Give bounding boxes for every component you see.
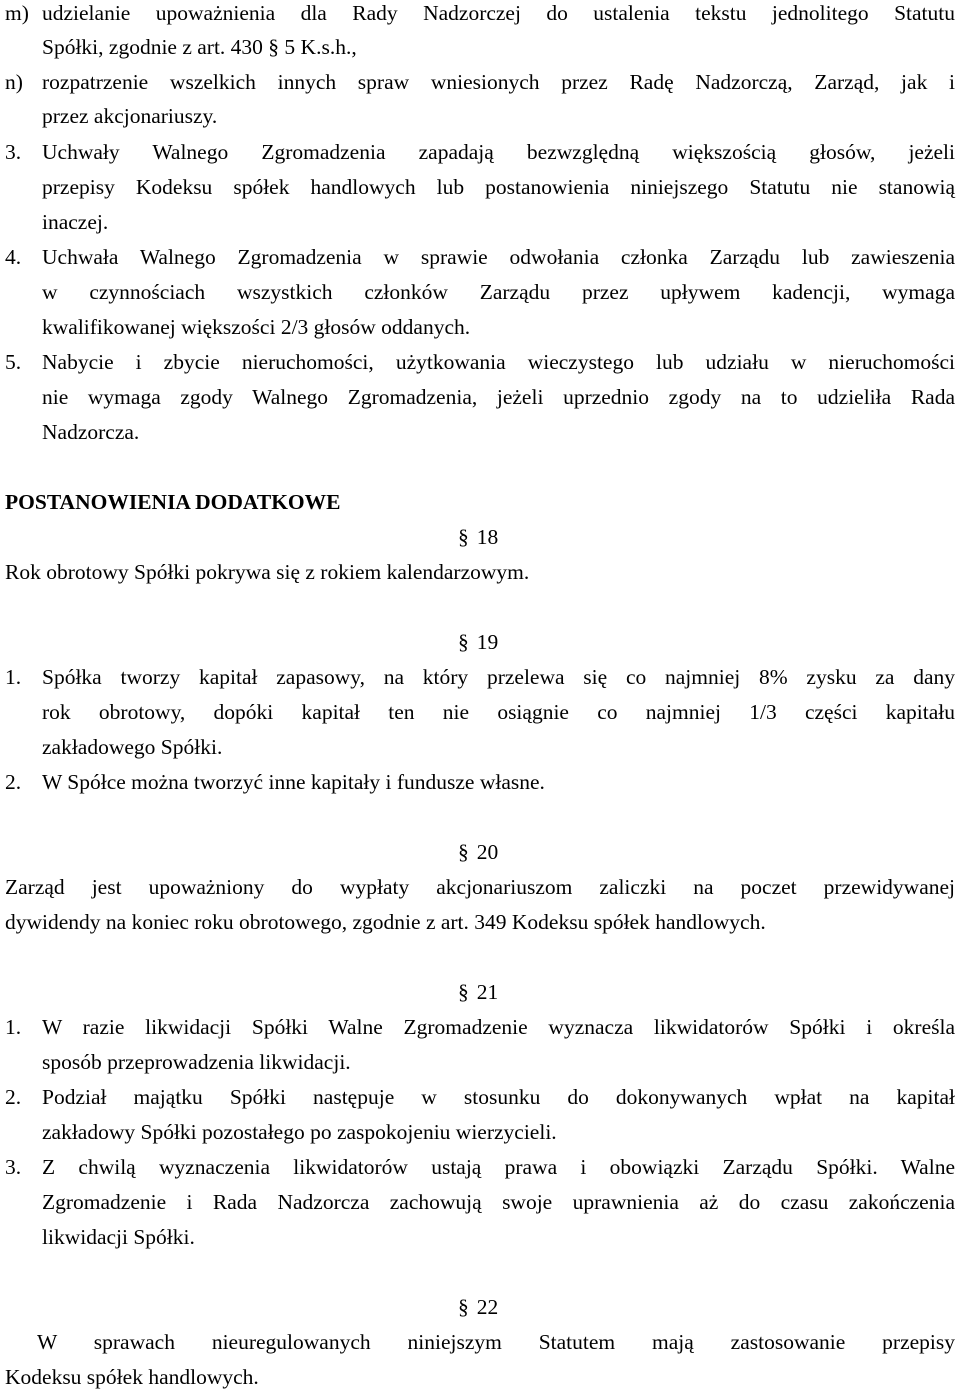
section-heading: POSTANOWIENIA DODATKOWE (5, 490, 341, 514)
paragraph-text-line: Kodeksu spółek handlowych. (5, 1365, 259, 1389)
item-text-line: W Spółce można tworzyć inne kapitały i fundusze własne. (42, 770, 545, 794)
paragraph-number (458, 629, 498, 655)
item-text-line: Uchwały Walnego Zgromadzenia zapadają bezwzględną większością głosów, jeżeli (42, 140, 955, 164)
item-text-line: Spółka tworzy kapitał zapasowy, na który przelewa się co najmniej 8% zysku za dany (42, 665, 955, 689)
item-marker: 2. (5, 770, 22, 794)
item-text-line: nie wymaga zgody Walnego Zgromadzenia, jeżeli uprzednio zgody na to udzieliła Rada (42, 385, 955, 409)
section-sign: § (458, 525, 469, 549)
paragraph-number-value: 22 (476, 1295, 499, 1319)
item-text-line: rok obrotowy, dopóki kapitał ten nie osiągnie co najmniej 1/3 części kapitału (42, 700, 955, 724)
item-marker: 3. (5, 1155, 22, 1179)
paragraph-number (458, 524, 498, 550)
section-sign: § (458, 980, 469, 1004)
section-sign: § (458, 630, 469, 654)
item-text-line: likwidacji Spółki. (42, 1225, 195, 1249)
item-marker: 4. (5, 245, 22, 269)
paragraph-text-line: dywidendy na koniec roku obrotowego, zgodnie z art. 349 Kodeksu spółek handlowych. (5, 910, 766, 934)
item-marker: 2. (5, 1085, 22, 1109)
item-text-line: sposób przeprowadzenia likwidacji. (42, 1050, 351, 1074)
paragraph-number (458, 1294, 498, 1320)
section-sign: § (458, 1295, 469, 1319)
item-marker: 3. (5, 140, 22, 164)
section-sign: § (458, 840, 469, 864)
item-text-line: rozpatrzenie wszelkich innych spraw wniesionych przez Radę Nadzorczą, Zarząd, jak i (42, 70, 955, 94)
item-text-line: Nabycie i zbycie nieruchomości, użytkowania wieczystego lub udziału w nieruchomości (42, 350, 955, 374)
item-text-line: inaczej. (42, 210, 109, 234)
paragraph-number-value: 19 (476, 630, 499, 654)
paragraph-number (458, 979, 498, 1005)
paragraph-number-value: 20 (476, 840, 499, 864)
item-text-line: Nadzorcza. (42, 420, 140, 444)
paragraph-text-line: Zarząd jest upoważniony do wypłaty akcjonariuszom zaliczki na poczet przewidywanej (5, 875, 955, 899)
item-marker: 1. (5, 665, 22, 689)
paragraph-text-line: W sprawach nieuregulowanych niniejszym Statutem mają zastosowanie przepisy (37, 1330, 955, 1354)
item-text-line: Zgromadzenie i Rada Nadzorcza zachowują swoje uprawnienia aż do czasu zakończenia (42, 1190, 955, 1214)
item-text-line: przepisy Kodeksu spółek handlowych lub postanowienia niniejszego Statutu nie stanowią (42, 175, 955, 199)
item-text-line: Podział majątku Spółki następuje w stosunku do dokonywanych wpłat na kapitał (42, 1085, 955, 1109)
item-text-line: zakładowy Spółki pozostałego po zaspokojeniu wierzycieli. (42, 1120, 557, 1144)
paragraph-text-line: Rok obrotowy Spółki pokrywa się z rokiem kalendarzowym. (5, 560, 530, 584)
item-text-line: w czynnościach wszystkich członków Zarządu przez upływem kadencji, wymaga (42, 280, 955, 304)
item-text-line: Z chwilą wyznaczenia likwidatorów ustają prawa i obowiązki Zarządu Spółki. Walne (42, 1155, 955, 1179)
item-marker: m) (5, 1, 29, 25)
item-text-line: zakładowego Spółki. (42, 735, 223, 759)
paragraph-number-value: 21 (476, 980, 499, 1004)
item-marker: 1. (5, 1015, 22, 1039)
item-text-line: Spółki, zgodnie z art. 430 § 5 K.s.h., (42, 35, 357, 59)
item-text-line: kwalifikowanej większości 2/3 głosów oddanych. (42, 315, 471, 339)
paragraph-number (458, 839, 498, 865)
item-marker: n) (5, 70, 23, 94)
item-marker: 5. (5, 350, 22, 374)
paragraph-number-value: 18 (476, 525, 499, 549)
item-text-line: Uchwała Walnego Zgromadzenia w sprawie odwołania członka Zarządu lub zawieszenia (42, 245, 955, 269)
item-text-line: udzielanie upoważnienia dla Rady Nadzorczej do ustalenia tekstu jednolitego Statutu (42, 1, 955, 25)
item-text-line: W razie likwidacji Spółki Walne Zgromadzenie wyznacza likwidatorów Spółki i określa (42, 1015, 955, 1039)
item-text-line: przez akcjonariuszy. (42, 104, 218, 128)
